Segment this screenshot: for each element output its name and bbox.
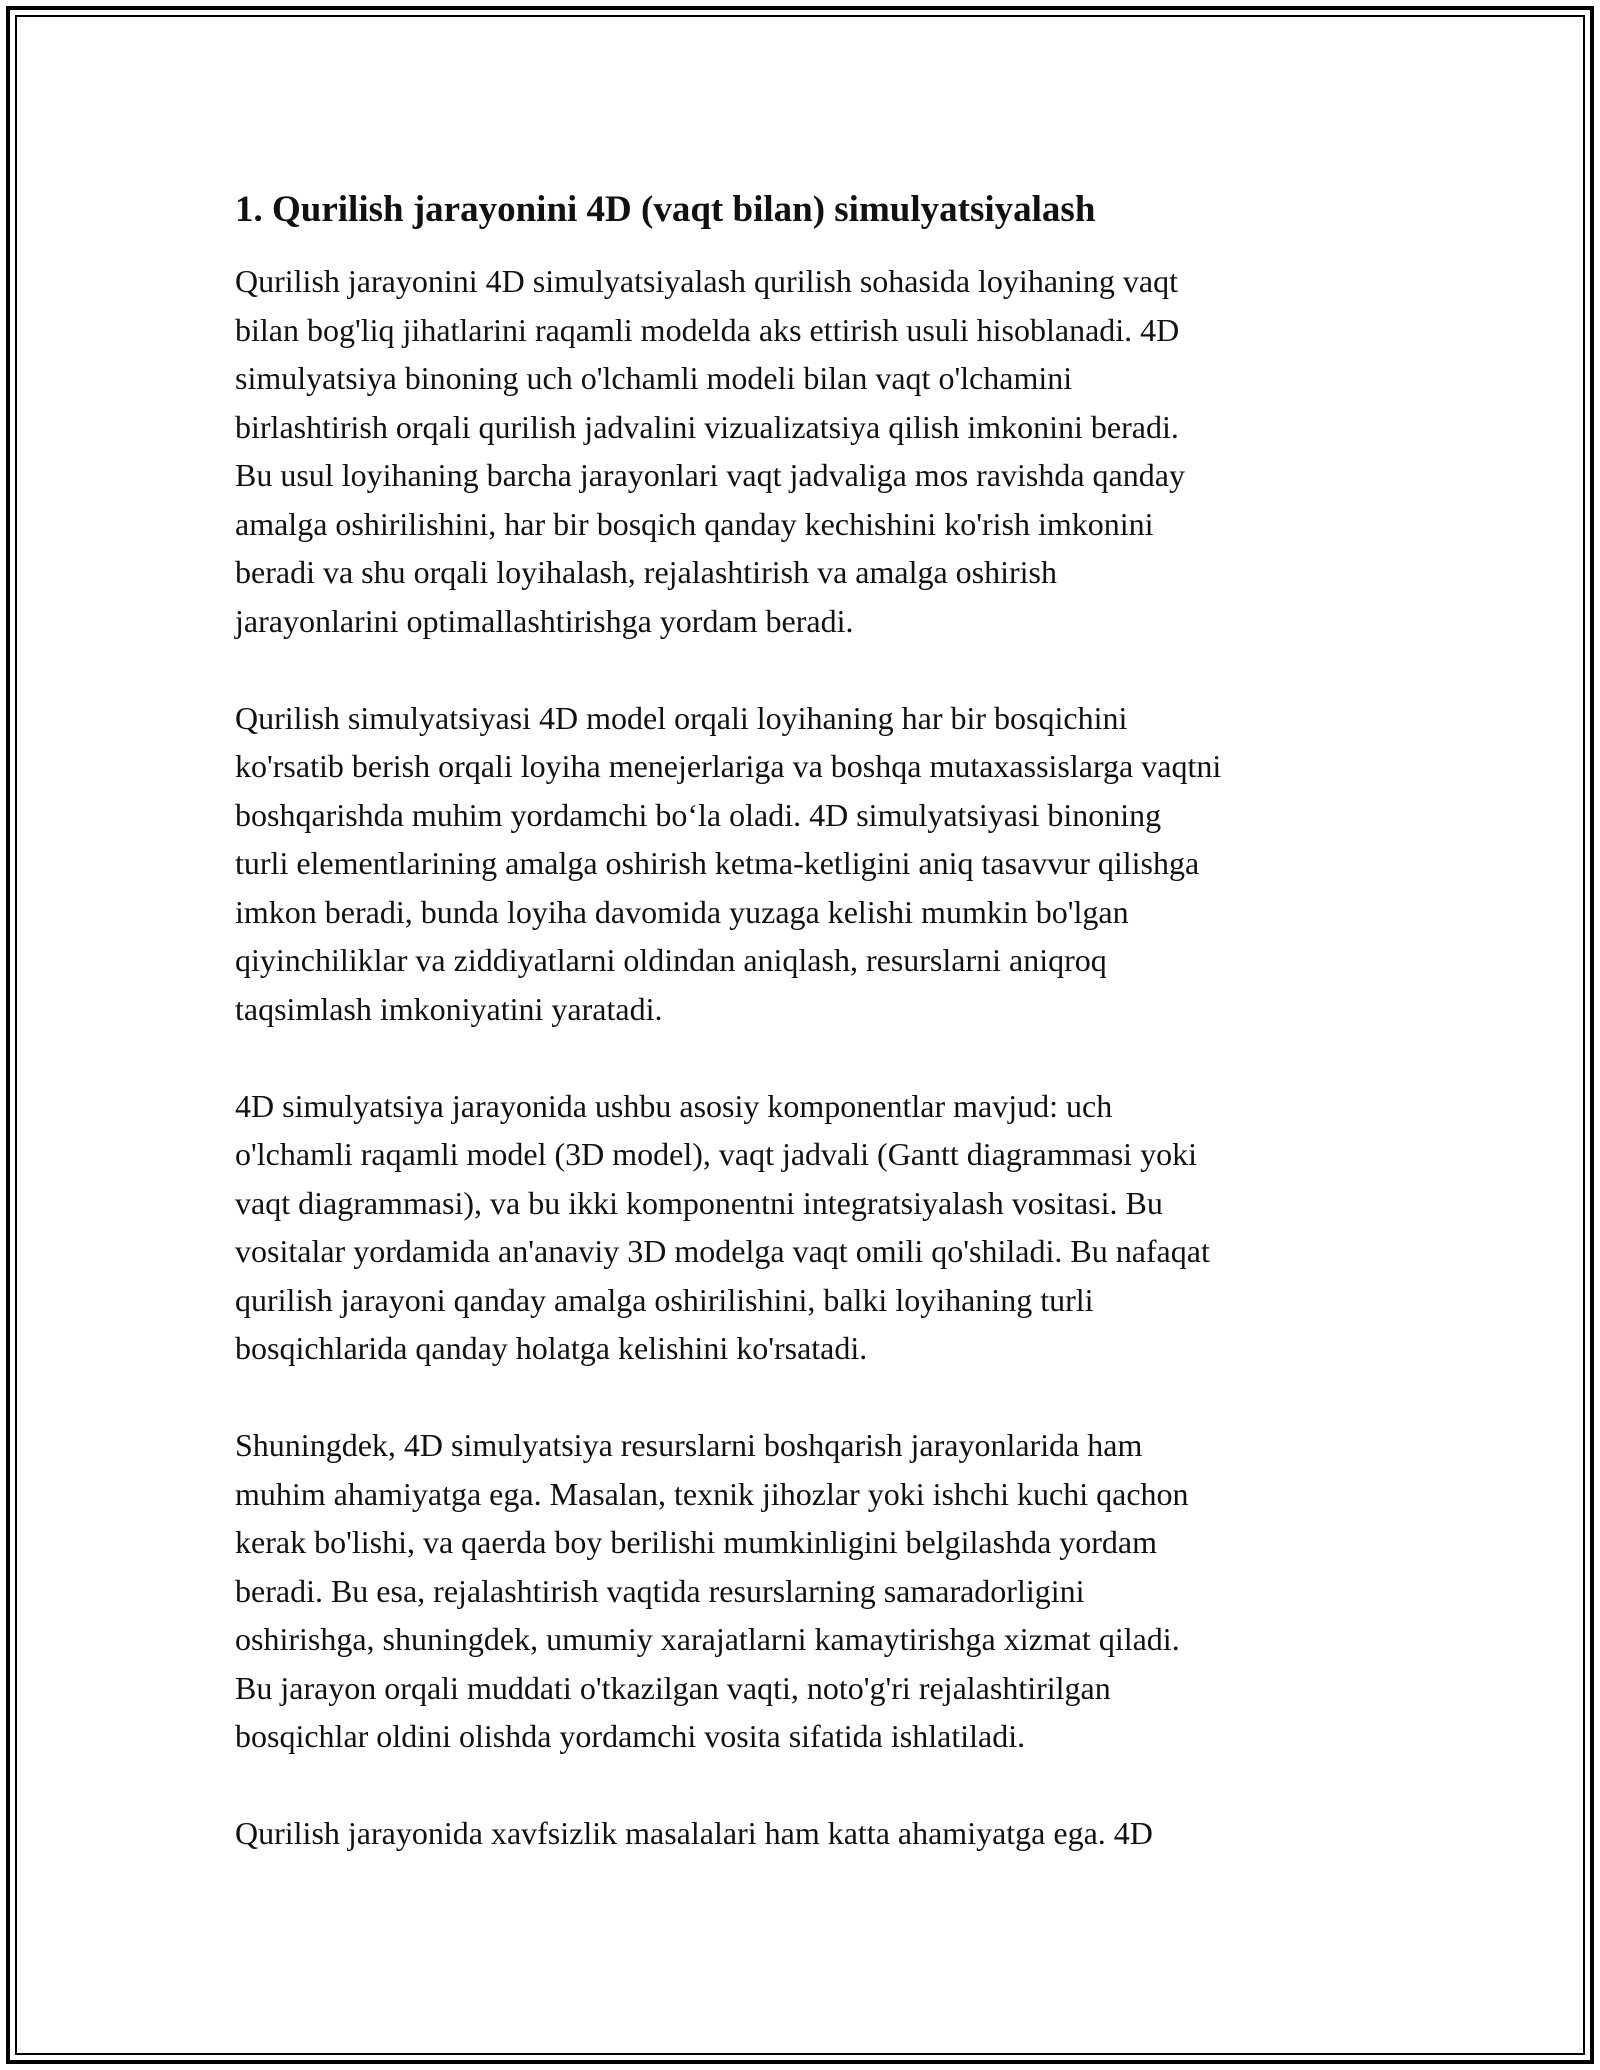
text-line: taqsimlash imkoniyatini yaratadi. [235,990,663,1027]
text-line: Bu jarayon orqali muddati o'tkazilgan vaqti, noto'g'ri rejalashtirilgan [235,1669,1111,1706]
text-line: beradi va shu orqali loyihalash, rejalashtirish va amalga oshirish [235,554,1057,590]
text-line: Qurilish jarayonini 4D simulyatsiyalash qurilish sohasida loyihaning vaqt [235,263,1178,299]
text-line: birlashtirish orqali qurilish jadvalini vizualizatsiya qilish imkonini beradi. [235,408,1179,445]
text-line: Qurilish simulyatsiyasi 4D model orqali loyihaning har bir bosqichini [235,699,1128,736]
paragraph [235,257,1385,645]
document-body [235,185,1385,1906]
text-line: kerak bo'lishi, va qaerda boy berilishi mumkinligini belgilashda yordam [235,1524,1158,1560]
text-line: Qurilish jarayonida xavfsizlik masalalari ham katta ahamiyatga ega. 4D [235,1815,1153,1851]
text-line: vositalar yordamida an'anaviy 3D modelga vaqt omili qo'shiladi. Bu nafaqat [235,1233,1210,1269]
paragraph [235,1082,1385,1373]
text-line: bosqichlar oldini olishda yordamchi vosita sifatida ishlatiladi. [235,1718,1026,1754]
text-line: Shuningdek, 4D simulyatsiya resurslarni boshqarish jarayonlarida ham [235,1427,1143,1463]
paragraph [235,1809,1385,1858]
text-line: Bu usul loyihaning barcha jarayonlari vaqt jadvaliga mos ravishda qanday [235,457,1185,493]
text-line: jarayonlarini optimallashtirishga yordam beradi. [235,602,854,639]
paragraph [235,694,1385,1034]
text-line: qiyinchiliklar va ziddiyatlarni oldindan aniqlash, resurslarni aniqroq [235,942,1107,978]
text-line: boshqarishda muhim yordamchi bo‘la oladi. 4D simulyatsiyasi binoning [235,796,1162,833]
text-line: muhim ahamiyatga ega. Masalan, texnik jihozlar yoki ishchi kuchi qachon [235,1475,1189,1512]
section-title: 1. Qurilish jarayonini 4D (vaqt bilan) simulyatsiyalash [235,189,1096,230]
text-line: imkon beradi, bunda loyiha davomida yuzaga kelishi mumkin bo'lgan [235,893,1129,930]
paragraph-list [235,257,1385,1858]
text-line: beradi. Bu esa, rejalashtirish vaqtida resurslarning samaradorligini [235,1572,1085,1609]
paragraph [235,1421,1385,1761]
text-line: qurilish jarayoni qanday amalga oshirilishini, balki loyihaning turli [235,1281,1094,1318]
text-line: turli elementlarining amalga oshirish ketma-ketligini aniq tasavvur qilishga [235,845,1200,881]
text-line: ko'rsatib berish orqali loyiha menejerlariga va boshqa mutaxassislarga vaqtni [235,748,1222,784]
text-line: simulyatsiya binoning uch o'lchamli modeli bilan vaqt o'lchamini [235,360,1073,396]
text-line: 4D simulyatsiya jarayonida ushbu asosiy komponentlar mavjud: uch [235,1087,1113,1124]
text-line: amalga oshirilishini, har bir bosqich qanday kechishini ko'rish imkonini [235,505,1154,542]
text-line: oshirishga, shuningdek, umumiy xarajatlarni kamaytirishga xizmat qiladi. [235,1621,1180,1657]
text-line: o'lchamli raqamli model (3D model), vaqt jadvali (Gantt diagrammasi yoki [235,1136,1197,1172]
text-line: vaqt diagrammasi), va bu ikki komponentni integratsiyalash vositasi. Bu [235,1184,1163,1221]
text-line: bosqichlarida qanday holatga kelishini ko'rsatadi. [235,1330,868,1366]
text-line: bilan bog'liq jihatlarini raqamli modelda aks ettirish usuli hisoblanadi. 4D [235,311,1180,348]
